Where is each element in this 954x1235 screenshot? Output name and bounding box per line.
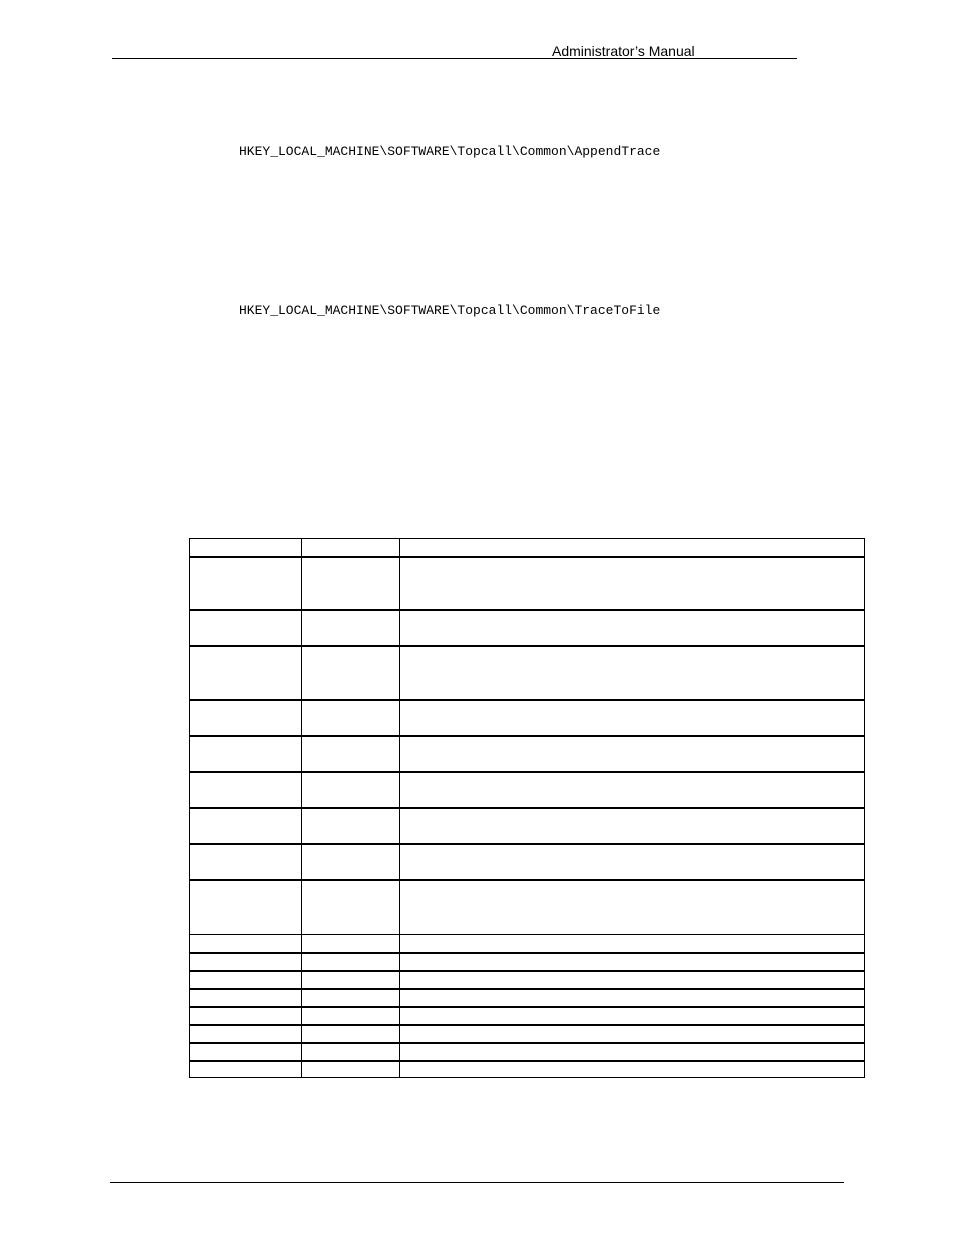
table-row xyxy=(190,935,865,953)
table-cell xyxy=(302,1061,400,1078)
table-cell xyxy=(400,772,865,808)
table-cell xyxy=(302,646,400,700)
table-cell xyxy=(400,646,865,700)
table-row xyxy=(190,808,865,844)
table-cell xyxy=(190,646,302,700)
table-cell xyxy=(302,557,400,610)
table-cell xyxy=(400,1025,865,1043)
table-cell xyxy=(190,1061,302,1078)
table-cell xyxy=(302,844,400,880)
table-cell xyxy=(400,953,865,971)
table-cell xyxy=(400,1007,865,1025)
table-cell xyxy=(190,989,302,1007)
table-row xyxy=(190,557,865,610)
table-cell xyxy=(400,736,865,772)
footer-divider xyxy=(110,1182,844,1183)
table-header-cell xyxy=(302,539,400,557)
table-row xyxy=(190,772,865,808)
table-row xyxy=(190,844,865,880)
table-cell xyxy=(190,880,302,935)
table-cell xyxy=(302,736,400,772)
table-row xyxy=(190,610,865,646)
registry-values-table xyxy=(189,538,865,1078)
table-row xyxy=(190,989,865,1007)
table-cell xyxy=(400,1061,865,1078)
table-cell xyxy=(190,1025,302,1043)
registry-key-trace-to-file: HKEY_LOCAL_MACHINE\SOFTWARE\Topcall\Common\TraceToFile xyxy=(239,303,661,318)
table-cell xyxy=(400,700,865,736)
table-cell xyxy=(400,844,865,880)
table-cell xyxy=(302,1007,400,1025)
table-cell xyxy=(190,736,302,772)
table-cell xyxy=(302,1025,400,1043)
table-cell xyxy=(302,610,400,646)
table-row xyxy=(190,953,865,971)
table-row xyxy=(190,700,865,736)
table-cell xyxy=(302,808,400,844)
table-row xyxy=(190,1025,865,1043)
table-cell xyxy=(190,844,302,880)
table-cell xyxy=(302,989,400,1007)
table-cell xyxy=(400,610,865,646)
table-row xyxy=(190,1007,865,1025)
table-cell xyxy=(400,935,865,953)
table-cell xyxy=(400,1043,865,1061)
table-cell xyxy=(400,557,865,610)
table-cell xyxy=(190,953,302,971)
table-cell xyxy=(302,880,400,935)
table-row xyxy=(190,646,865,700)
table-header-row xyxy=(190,539,865,557)
table-cell xyxy=(302,971,400,989)
table-cell xyxy=(190,610,302,646)
table-cell xyxy=(400,989,865,1007)
table-cell xyxy=(190,772,302,808)
table-cell xyxy=(302,772,400,808)
table-row xyxy=(190,736,865,772)
table-cell xyxy=(190,557,302,610)
table-cell xyxy=(400,880,865,935)
registry-key-append-trace: HKEY_LOCAL_MACHINE\SOFTWARE\Topcall\Common\AppendTrace xyxy=(239,144,661,159)
table-cell xyxy=(190,935,302,953)
header-divider xyxy=(112,58,797,59)
table-cell xyxy=(190,1043,302,1061)
table-cell xyxy=(302,953,400,971)
table-cell xyxy=(302,700,400,736)
table-cell xyxy=(190,1007,302,1025)
table-cell xyxy=(400,971,865,989)
table-row xyxy=(190,971,865,989)
table-cell xyxy=(190,808,302,844)
page-header-title: Administrator’s Manual xyxy=(552,43,695,59)
table-row xyxy=(190,880,865,935)
table-cell xyxy=(302,1043,400,1061)
table-row xyxy=(190,1043,865,1061)
table-header-cell xyxy=(190,539,302,557)
table-cell xyxy=(190,971,302,989)
table-cell xyxy=(400,808,865,844)
table-cell xyxy=(302,935,400,953)
table-row xyxy=(190,1061,865,1078)
table-cell xyxy=(190,700,302,736)
table-header-cell xyxy=(400,539,865,557)
